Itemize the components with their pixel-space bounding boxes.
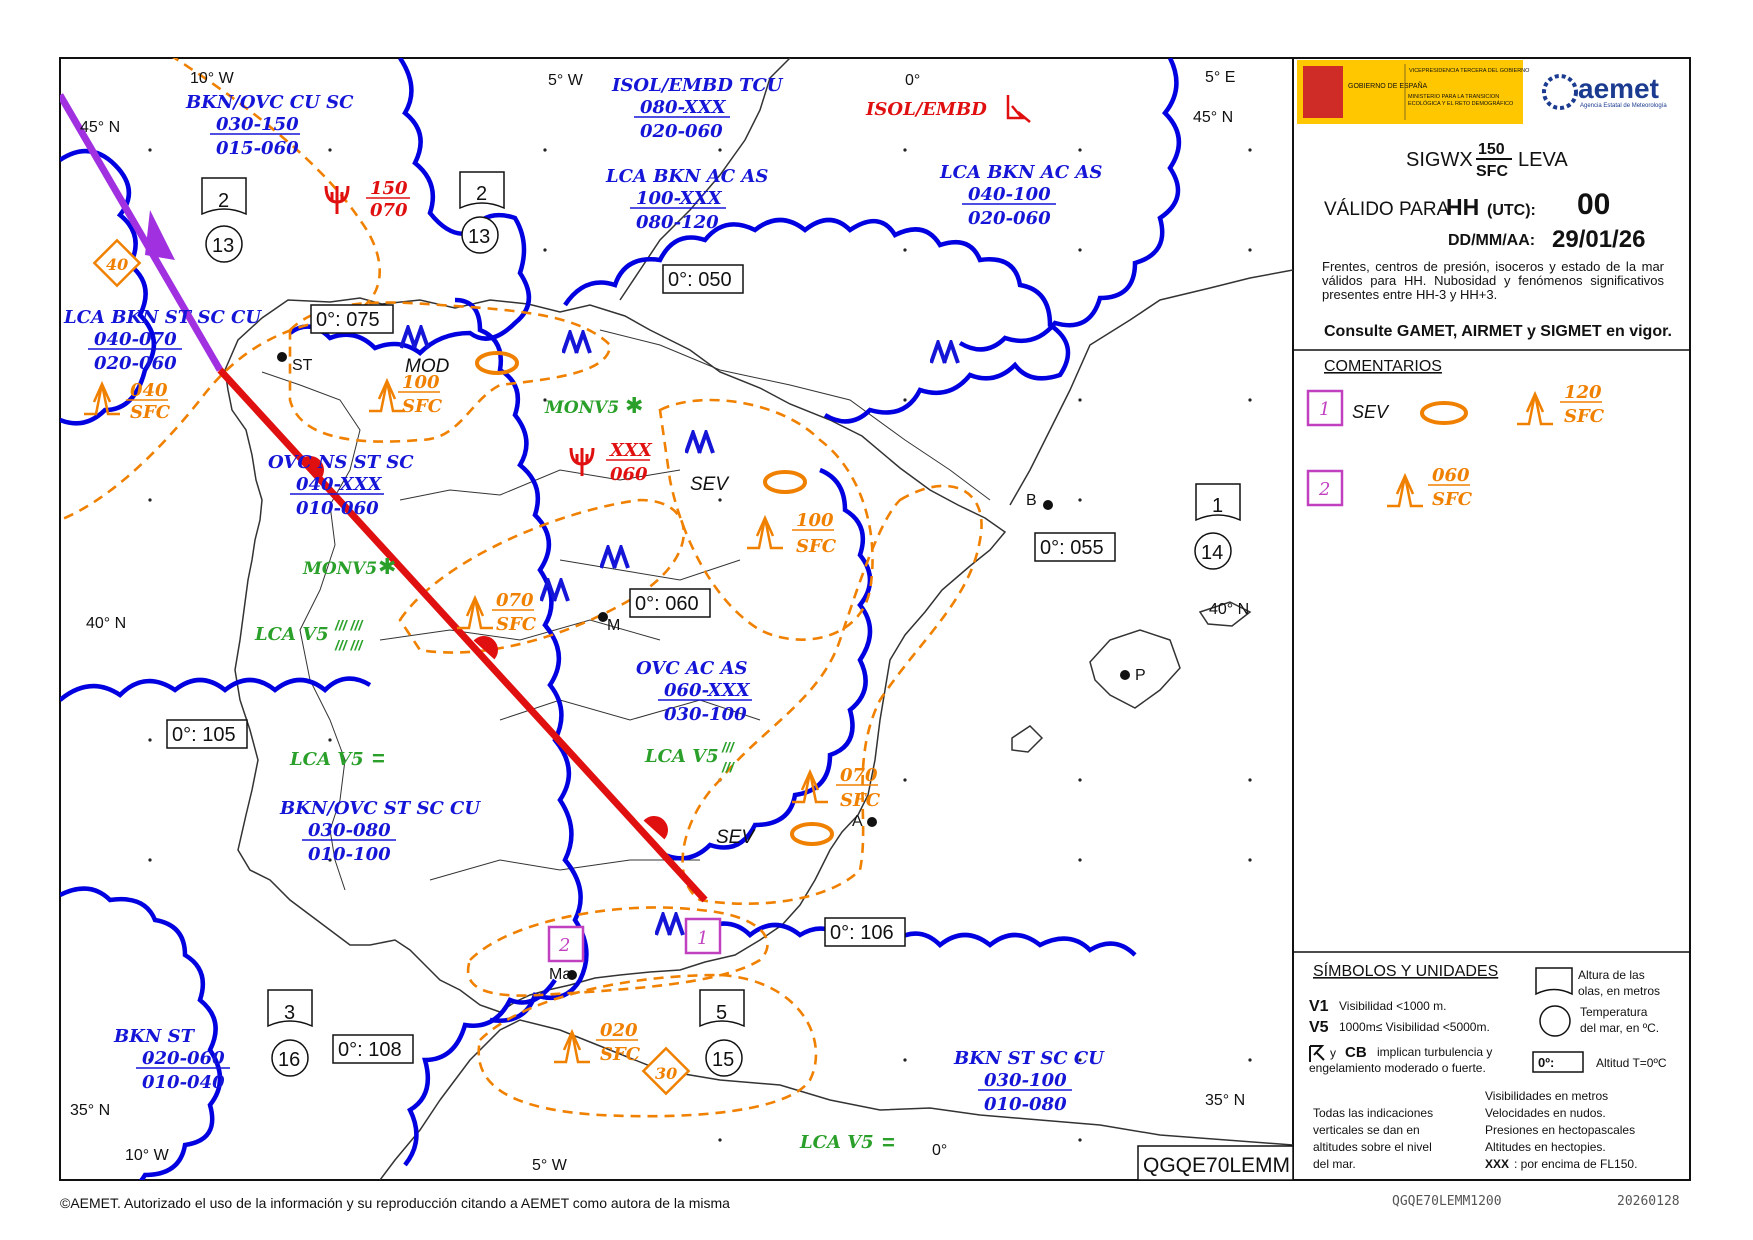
cloud-1-base: 015-060 — [216, 138, 299, 159]
freezing-075: 0°: 075 — [316, 309, 380, 331]
icing-icon — [1422, 403, 1466, 423]
cloud-7-base: 030-100 — [664, 704, 747, 725]
cloud-9-base: 010-040 — [142, 1072, 225, 1093]
consult-note: Consulte GAMET, AIRMET y SIGMET en vigor. — [1324, 323, 1672, 340]
units-4: Altitudes en hectopies. — [1485, 1140, 1606, 1154]
svg-text:Agencia Estatal de Meteorologí: Agencia Estatal de Meteorología — [1580, 103, 1667, 109]
mist-star-icon: ✱ — [625, 393, 644, 418]
turb-020-top: 020 — [600, 1020, 638, 1041]
turb-070b-top: 070 — [840, 765, 878, 786]
cb-turbulence-icon — [1008, 95, 1030, 122]
svg-text:1: 1 — [697, 928, 709, 949]
cloud-5-base: 020-060 — [94, 353, 177, 374]
footer-code: QGQE70LEMM1200 — [1392, 1194, 1502, 1209]
wave-height-icon — [1536, 968, 1572, 994]
svg-text:30: 30 — [655, 1064, 678, 1083]
comments-panel — [1308, 358, 1605, 510]
hh-label: HH — [1446, 194, 1480, 220]
city-m: M — [607, 617, 621, 634]
grid-lon-5w-bottom: 5° W — [532, 1157, 567, 1174]
temp-bay-central: 13 — [468, 226, 491, 248]
product-name: SIGWX — [1406, 149, 1473, 171]
v1-text: Visibilidad <1000 m. — [1339, 999, 1447, 1013]
turb-sev-label-1: SEV — [690, 474, 729, 495]
frz-box: 0º: — [1538, 1055, 1555, 1070]
cloud-5-top: 040-070 — [94, 329, 177, 350]
note-2: verticales se dan en — [1313, 1123, 1420, 1137]
fog-lines-icon: = — [882, 1130, 895, 1155]
fog-hatching-icon: /// /// — [335, 637, 363, 653]
cloud-4-base: 020-060 — [968, 208, 1051, 229]
sea-temp-icon — [1540, 1006, 1570, 1036]
fog-hatching-icon: /// — [722, 759, 734, 775]
header-panel — [1297, 60, 1672, 340]
turb-070a-top: 070 — [496, 590, 534, 611]
comment-1-text: SEV — [1352, 402, 1389, 422]
cloud-boundary-strait — [405, 924, 1135, 1165]
cloud-8-type: BKN/OVC ST SC CU — [280, 798, 481, 819]
turb-mod-label: MOD — [405, 356, 450, 377]
turb-zone-alboran — [479, 975, 816, 1116]
wave-cadiz: 3 — [284, 1002, 296, 1024]
product-suffix: LEVA — [1518, 149, 1568, 171]
cb1-base: 070 — [370, 200, 408, 221]
comment-2-box: 2 — [1319, 479, 1331, 500]
v5-code: V5 — [1309, 1019, 1329, 1036]
lca-v5-4: LCA V5 — [800, 1132, 874, 1153]
turb-070b-bottom: SFC — [840, 790, 881, 811]
grid-lat-40-right: 40° N — [1209, 601, 1250, 618]
cloud-10-top: 030-100 — [984, 1070, 1067, 1091]
mountain-obscuration-icon — [686, 433, 713, 453]
cloud-8-base: 010-100 — [308, 844, 391, 865]
svg-text:aemet: aemet — [1578, 73, 1659, 104]
fog-lines-icon: = — [372, 746, 385, 771]
grid-lat-45-left: 45° N — [80, 119, 121, 136]
turb-100b-bottom: SFC — [796, 536, 837, 557]
grid-lon-10w-bottom: 10° W — [125, 1147, 169, 1164]
turb-100b-top: 100 — [796, 510, 834, 531]
ministry: MINISTERIO PARA LA TRANSICIÓN ECOLÓGICA Y EL RETO DEMOGRÁFICO — [1408, 94, 1514, 107]
fog-hatching-icon: /// /// — [335, 617, 363, 633]
icing-icon — [792, 824, 832, 844]
comments-title: COMENTARIOS — [1324, 358, 1442, 375]
cb-code: CB — [1345, 1044, 1367, 1061]
cloud-6-base: 010-060 — [296, 498, 379, 519]
comment-2-bottom: SFC — [1432, 489, 1473, 510]
cloud-4-type: LCA BKN AC AS — [940, 162, 1103, 183]
cb1-top: 150 — [370, 178, 408, 199]
comment-1-top: 120 — [1564, 382, 1602, 403]
wave-bay-central: 2 — [476, 183, 488, 205]
city-st: ST — [292, 357, 313, 374]
note-1: Todas las indicaciones — [1313, 1106, 1434, 1120]
mist-monv5-2: MONV5 — [303, 559, 378, 579]
freezing-060: 0°: 060 — [635, 593, 699, 615]
mountain-obscuration-icon — [563, 333, 590, 353]
units-2: Velocidades en nudos. — [1485, 1106, 1606, 1120]
note-3: altitudes sobre el nivel — [1313, 1140, 1432, 1154]
icing-icon — [477, 353, 517, 373]
cloud-3-type: LCA BKN AC AS — [606, 166, 769, 187]
wave-mediterranean: 1 — [1212, 495, 1224, 517]
cloud-4-top: 040-100 — [968, 184, 1051, 205]
cloud-1-type: BKN/OVC CU SC — [186, 92, 354, 113]
cloud-3-top: 100-XXX — [636, 188, 722, 209]
grid-lon-5w-top: 5° W — [548, 72, 583, 89]
hh-value: 00 — [1577, 188, 1611, 221]
aemet-logo — [1544, 73, 1667, 109]
wave-text-2: olas, en metros — [1578, 984, 1661, 998]
turbulence-icon — [554, 1032, 590, 1062]
comment-1-box: 1 — [1319, 399, 1331, 420]
valid-for-label: VÁLIDO PARA — [1324, 199, 1450, 220]
vice-presidency: VICEPRESIDENCIA TERCERA DEL GOBIERNO — [1409, 68, 1530, 74]
lca-v5-2: LCA V5 — [290, 749, 364, 770]
footer-date: 20260128 — [1617, 1194, 1680, 1209]
legend-panel — [1309, 961, 1667, 1171]
mountain-obscuration-symbols — [401, 328, 958, 935]
occluded-front-triangle — [145, 210, 175, 260]
freezing-106: 0°: 106 — [830, 922, 894, 944]
freezing-105: 0°: 105 — [172, 724, 236, 746]
turbulence-icon — [747, 518, 783, 548]
turb-zone-south — [468, 907, 767, 995]
frz-text: Altitud T=0ºC — [1596, 1056, 1667, 1070]
coast-ibiza — [1012, 726, 1042, 752]
thunderstorm-icon — [326, 186, 348, 214]
grid-lon-5e-top: 5° E — [1205, 69, 1236, 86]
cloud-1-top: 030-150 — [216, 114, 299, 135]
city-a: A — [852, 813, 863, 830]
grid-lat-35-left: 35° N — [70, 1102, 111, 1119]
mist-monv5-1: MONV5 — [545, 398, 620, 418]
cloud-10-base: 010-080 — [984, 1094, 1067, 1115]
utc-label: (UTC): — [1487, 202, 1536, 219]
turbulence-icon — [1387, 476, 1423, 506]
turb-020-bottom: SFC — [600, 1044, 641, 1065]
cb2-top: XXX — [610, 440, 652, 461]
freezing-050: 0°: 050 — [668, 269, 732, 291]
note-4: del mar. — [1313, 1157, 1356, 1171]
turbulence-icon — [792, 772, 828, 802]
grid-lon-10w-top: 10° W — [190, 70, 234, 87]
units-5-code: XXX — [1485, 1157, 1510, 1171]
cloud-7-type: OVC AC AS — [636, 658, 748, 679]
turb-040-top: 040 — [130, 380, 168, 401]
lca-v5-3: LCA V5 — [645, 746, 719, 767]
temp-bay-west: 13 — [212, 235, 235, 257]
turbulence-icon — [457, 598, 493, 628]
cb-and: y — [1330, 1046, 1336, 1060]
grid-lon-0-top: 0° — [905, 72, 921, 89]
cloud-10-type: BKN ST SC CU — [954, 1048, 1104, 1069]
level-top: 150 — [1478, 141, 1505, 158]
city-ma: Ma — [549, 966, 572, 983]
cb-turbulence-icon — [1310, 1046, 1324, 1062]
mist-star-icon: ✱ — [378, 554, 397, 579]
legend-title: SÍMBOLOS Y UNIDADES — [1313, 963, 1499, 980]
svg-text:2: 2 — [559, 935, 571, 956]
footer-copyright: ©AEMET. Autorizado el uso de la información y su reproducción citando a AEMET como autora de la misma — [60, 1195, 730, 1211]
spain-shield-icon — [1303, 66, 1343, 118]
city-b: B — [1026, 492, 1037, 509]
cloud-7-top: 060-XXX — [664, 680, 750, 701]
temp-cadiz: 16 — [278, 1049, 301, 1071]
temp-text-2: del mar, en ºC. — [1580, 1021, 1660, 1035]
units-1: Visibilidades en metros — [1485, 1089, 1609, 1103]
cloud-2-type: ISOL/EMBD TCU — [612, 75, 783, 96]
chart-id: QGQE70LEMM — [1143, 1154, 1291, 1177]
grid-lon-0-bottom: 0° — [932, 1142, 948, 1159]
mountain-obscuration-icon — [931, 343, 958, 363]
temp-mediterranean: 14 — [1201, 542, 1224, 564]
thunderstorm-icon — [571, 448, 593, 476]
turb-sev-label-2: SEV — [716, 827, 755, 848]
grid-lat-40-left: 40° N — [86, 615, 127, 632]
v5-text: 1000m≤ Visibilidad <5000m. — [1339, 1020, 1490, 1034]
isol-embd-label: ISOL/EMBD — [866, 99, 987, 120]
fog-hatching-icon: /// — [722, 739, 734, 755]
cloud-8-top: 030-080 — [308, 820, 391, 841]
v1-code: V1 — [1309, 998, 1329, 1015]
cloud-6-type: OVC NS ST SC — [268, 452, 414, 473]
temp-alboran: 15 — [712, 1049, 735, 1071]
cloud-6-top: 040-XXX — [296, 474, 382, 495]
grid-lat-35-right: 35° N — [1205, 1092, 1246, 1109]
cloud-3-base: 080-120 — [636, 212, 719, 233]
cloud-9-type: BKN ST — [114, 1026, 194, 1047]
mountain-obscuration-icon — [656, 915, 683, 935]
icing-icon — [765, 472, 805, 492]
level-bottom: SFC — [1476, 163, 1508, 180]
cb-text-2: engelamiento moderado o fuerte. — [1309, 1061, 1486, 1075]
turb-040-bottom: SFC — [130, 402, 171, 423]
wave-alboran: 5 — [716, 1002, 728, 1024]
turbulence-icon — [369, 381, 405, 411]
mountain-obscuration-icon — [601, 548, 628, 568]
wave-bay-west: 2 — [218, 190, 230, 212]
grid-lat-45-right: 45° N — [1193, 109, 1234, 126]
cb-text-1: implican turbulencia y — [1377, 1045, 1493, 1059]
mountain-obscuration-icon — [541, 581, 568, 601]
temp-text-1: Temperatura — [1580, 1005, 1648, 1019]
turb-100a-top: 100 — [402, 372, 440, 393]
cloud-boundary-south — [60, 679, 370, 700]
cloud-9-top: 020-060 — [142, 1048, 225, 1069]
turb-070a-bottom: SFC — [496, 614, 537, 635]
icing-diamond-30 — [643, 1048, 688, 1093]
city-p: P — [1135, 667, 1146, 684]
cb2-base: 060 — [610, 464, 648, 485]
comment-1-bottom: SFC — [1564, 406, 1605, 427]
freezing-108: 0°: 108 — [338, 1039, 402, 1061]
cloud-2-base: 020-060 — [640, 121, 723, 142]
turb-100a-bottom: SFC — [402, 396, 443, 417]
icing-diamond-40 — [94, 240, 139, 285]
wave-text-1: Altura de las — [1578, 968, 1645, 982]
comment-2-top: 060 — [1432, 465, 1470, 486]
units-5-text: : por encima de FL150. — [1514, 1157, 1638, 1171]
date-label: DD/MM/AA: — [1448, 232, 1536, 249]
svg-text:40: 40 — [106, 255, 129, 274]
gov-name: GOBIERNO DE ESPAÑA — [1348, 83, 1428, 90]
cloud-2-top: 080-XXX — [640, 97, 726, 118]
lca-v5-1: LCA V5 — [255, 624, 329, 645]
freezing-055: 0°: 055 — [1040, 537, 1104, 559]
cloud-5-type: LCA BKN ST SC CU — [64, 307, 262, 328]
validity-note: Frentes, centros de presión, isoceros y estado de la mar válidos para HH. Nubosidad y fenómenos significativos presentes entre HH-3 y HH+3. — [1322, 260, 1664, 302]
turbulence-icon — [1517, 394, 1553, 424]
units-3: Presiones en hectopascales — [1485, 1123, 1636, 1137]
date-value: 29/01/26 — [1552, 226, 1646, 253]
